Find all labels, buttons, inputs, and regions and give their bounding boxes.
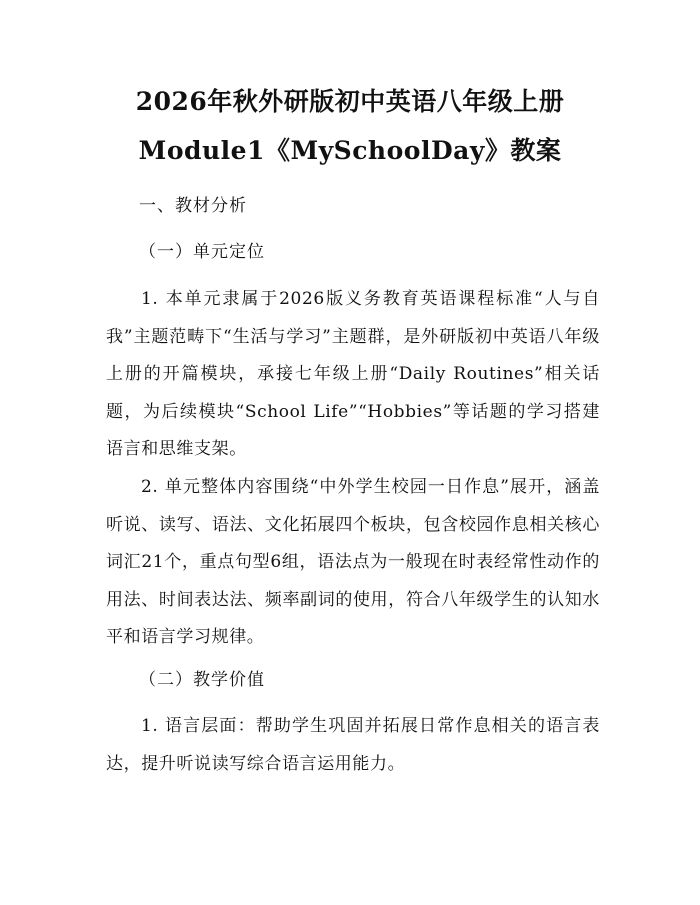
paragraph-unit-positioning-2: 2. 单元整体内容围绕“中外学生校园一日作息”展开，涵盖听说、读写、语法、文化拓展四个板块，包含校园作息相关核心词汇21个，重点句型6组，语法点为一般现在时表经常性动作的用法、时间表达法、频率副词的使用，符合八年级学生的认知水平和语言学习规律。 [106,477,600,647]
document-title-line1: 2026年秋外研版初中英语八年级上册 [135,87,565,116]
subsection-heading-unit-positioning: （一）单元定位 [139,242,265,262]
document-title-line2: Module1《MySchoolDay》教案 [138,136,562,165]
section-heading-textbook-analysis: 一、教材分析 [139,196,247,216]
paragraph-unit-positioning-1: 1. 本单元隶属于2026版义务教育英语课程标准“人与自我”主题范畴下“生活与学习”主题群，是外研版初中英语八年级上册的开篇模块，承接七年级上册“Daily Routines”相关话题，为后续模块“School Life”“Hobbies”等话题的学习搭建语言和思维支架。 [106,289,600,459]
paragraph-teaching-value-1: 1. 语言层面：帮助学生巩固并拓展日常作息相关的语言表达，提升听说读写综合语言运用能力。 [106,716,600,774]
subsection-heading-teaching-value: （二）教学价值 [139,670,265,690]
